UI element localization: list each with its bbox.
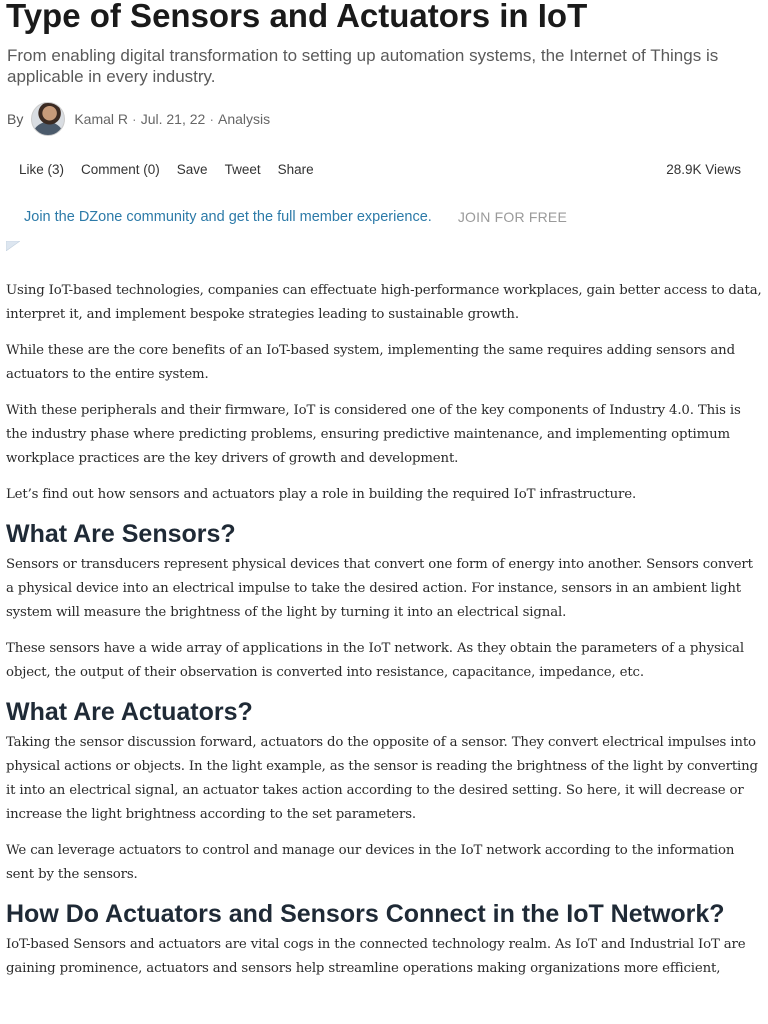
join-for-free-button[interactable]: JOIN FOR FREE (457, 209, 567, 225)
body-paragraph: These sensors have a wide array of applications in the IoT network. As they obtain the parameters of a physical object, the output of their observation is converted into resistance, capacitance, impedance, etc. (6, 641, 744, 680)
byline-by-label: By (7, 111, 24, 127)
article-title: Type of Sensors and Actuators in IoT (6, 0, 588, 34)
like-button[interactable]: Like (3) (19, 161, 65, 177)
section-heading-sensors: What Are Sensors? (6, 520, 236, 548)
comment-button[interactable]: Comment (0) (81, 161, 160, 177)
views-count: 28.9K Views (666, 161, 741, 177)
byline-separator: · (132, 111, 137, 127)
author-avatar[interactable] (31, 102, 65, 136)
tweet-button[interactable]: Tweet (224, 161, 261, 177)
body-paragraph: While these are the core benefits of an IoT-based system, implementing the same requires adding sensors and actuators to the entire system. (6, 343, 735, 382)
byline-separator: · (209, 111, 214, 127)
publish-date: Jul. 21, 22 (140, 111, 206, 127)
byline (7, 102, 270, 136)
body-paragraph: Sensors or transducers represent physical devices that convert one form of energy into another. Sensors convert a physical device into an electrical impulse to take the desired action. For instance, sensors in an ambient light system will measure the brightness of the light by turning it into an electrical signal. (6, 557, 753, 620)
join-banner (24, 205, 567, 229)
body-paragraph: IoT-based Sensors and actuators are vital cogs in the connected technology realm. As IoT and Industrial IoT are gaining prominence, actuators and sensors help streamline operations making organizations more efficient, (6, 937, 746, 976)
section-heading-connect: How Do Actuators and Sensors Connect in the IoT Network? (6, 900, 725, 928)
body-paragraph: Using IoT-based technologies, companies can effectuate high-performance workplaces, gain better access to data, interpret it, and implement bespoke strategies leading to sustainable growth. (6, 283, 762, 322)
category-link[interactable]: Analysis (217, 111, 271, 127)
article-subtitle: From enabling digital transformation to setting up automation systems, the Internet of Things is applicable in every industry. (7, 46, 719, 86)
save-button[interactable]: Save (176, 161, 208, 177)
share-button[interactable]: Share (277, 161, 314, 177)
author-name-link[interactable]: Kamal R (74, 111, 129, 127)
body-paragraph: With these peripherals and their firmware, IoT is considered one of the key components of Industry 4.0. This is the industry phase where predicting problems, ensuring predictive maintenance, and implementing optimum workplace practices are the key drivers of growth and development. (6, 403, 741, 466)
body-paragraph: Let’s find out how sensors and actuators play a role in building the required IoT infrastructure. (6, 487, 637, 502)
body-paragraph: We can leverage actuators to control and manage our devices in the IoT network according to the information sent by the sensors. (6, 843, 735, 882)
join-community-link[interactable]: Join the DZone community and get the full member experience. (24, 209, 432, 225)
article-actions-bar (19, 158, 741, 180)
section-heading-actuators: What Are Actuators? (6, 698, 253, 726)
body-paragraph: Taking the sensor discussion forward, actuators do the opposite of a sensor. They convert electrical impulses into physical actions or objects. In the light example, as the sensor is reading the brightness of the light by converting it into an electrical signal, an actuator takes action according to the desired setting. So here, it will decrease or increase the light brightness according to the set parameters. (6, 735, 758, 822)
broken-image-icon (6, 241, 20, 251)
article-body (6, 279, 762, 993)
